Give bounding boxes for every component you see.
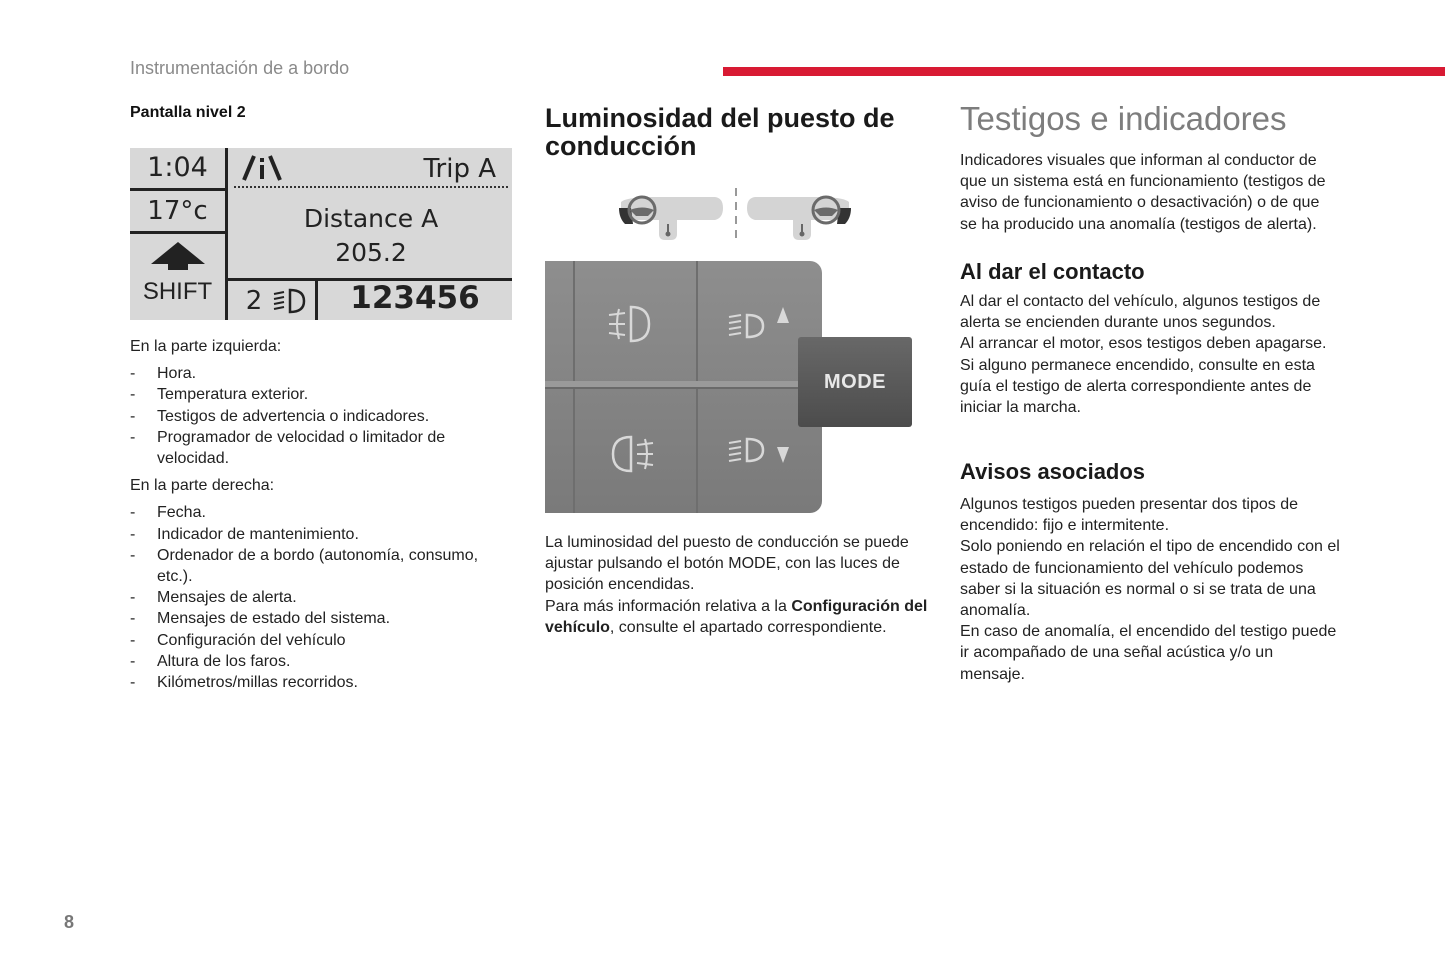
list-item: - Fecha. [130,502,510,523]
list-item: - Programador de velocidad o limitador de velocidad. [130,427,510,469]
paragraph-line: Solo poniendo en relación el tipo de encendido con el estado de funcionamiento del vehículo podemos saber si la situación es normal o si se trata de una anomalía. [960,538,1340,620]
display-headlamp-level: 2 [245,286,263,316]
paragraph-line: Al dar el contacto del vehículo, algunos testigos de alerta se encienden durante unos segundos. [960,293,1321,332]
display-temperature: 17°c [147,196,208,226]
list-item: - Kilómetros/millas recorridos. [130,672,510,693]
right-part-intro: En la parte derecha: [130,477,275,495]
list-item: - Mensajes de alerta. [130,587,510,608]
associated-alerts-description [960,494,1340,685]
headlamp-down-icon[interactable] [725,433,795,480]
vehicle-config-paragraph [545,596,935,638]
paragraph-line: Al arrancar el motor, esos testigos deben apagarse. [960,335,1327,353]
left-part-intro: En la parte izquierda: [130,338,282,355]
display-trip-label: Trip A [423,154,496,184]
road-warning-icon [240,154,290,186]
section-heading-associated-alerts: Avisos asociados [960,459,1146,484]
right-part-list [130,502,510,693]
luminosity-description [545,532,935,638]
paragraph-text: , consulte el apartado correspondiente. [609,618,887,636]
mode-button[interactable]: MODE [798,337,912,427]
header-accent-bar [723,67,1445,76]
display-distance-label: Distance A [303,204,439,233]
running-header-title: Instrumentación de a bordo [130,58,350,78]
section-heading-ignition: Al dar el contacto [960,259,1145,284]
display-description [130,336,510,699]
list-item: - Indicador de mantenimiento. [130,524,510,545]
vehicle-config-link-text: Configuración del vehículo [545,597,928,636]
display-distance-value: 205.2 [335,238,407,267]
lighting-control-panel [545,261,822,513]
headlamp-adjust-icon [266,286,310,320]
list-item: - Altura de los faros. [130,651,510,672]
list-item: - Ordenador de a bordo (autonomía, consumo, etc.). [130,545,510,587]
instrument-display-illustration [130,148,512,320]
ignition-description [960,291,1340,418]
paragraph-text: Para más información relativa a la [545,597,792,615]
list-item: - Mensajes de estado del sistema. [130,608,510,629]
list-item: - Temperatura exterior. [130,384,510,405]
paragraph-line: En caso de anomalía, el encendido del testigo puede ir acompañado de una señal acústica y/o un mensaje. [960,623,1337,683]
luminosity-paragraph: La luminosidad del puesto de conducción se puede ajustar pulsando el botón MODE, con las luces de posición encendidas. [545,534,909,594]
page-number: 8 [64,912,75,932]
rear-fog-light-icon[interactable] [609,433,659,480]
display-time: 1:04 [147,152,208,183]
section-title-indicators: Testigos e indicadores [960,100,1287,137]
left-part-list [130,363,510,469]
paragraph-line: Algunos testigos pueden presentar dos tipos de encendido: fijo e intermitente. [960,496,1299,535]
display-shift-label: SHIFT [142,278,213,305]
shift-up-icon [130,240,225,276]
list-item: - Configuración del vehículo [130,630,510,651]
list-item: - Hora. [130,363,510,384]
dashboard-lhd-rhd-illustration [615,188,855,244]
display-odometer: 123456 [350,280,480,316]
section-subtitle: Pantalla nivel 2 [130,104,246,121]
headlamp-up-icon[interactable] [725,303,795,350]
section-title-luminosity: Luminosidad del puesto de conducción [545,103,895,161]
front-fog-light-icon[interactable] [605,303,655,350]
list-item: - Testigos de advertencia o indicadores. [130,406,510,427]
paragraph-line: Si alguno permanece encendido, consulte en esta guía el testigo de alerta correspondiente antes de iniciar la marcha. [960,356,1315,417]
indicators-intro: Indicadores visuales que informan al conductor de que un sistema está en funcionamiento (testigos de aviso de funcionamiento o desactivación) o de que se ha producido una anomalía (testigos de alerta). [960,152,1326,233]
